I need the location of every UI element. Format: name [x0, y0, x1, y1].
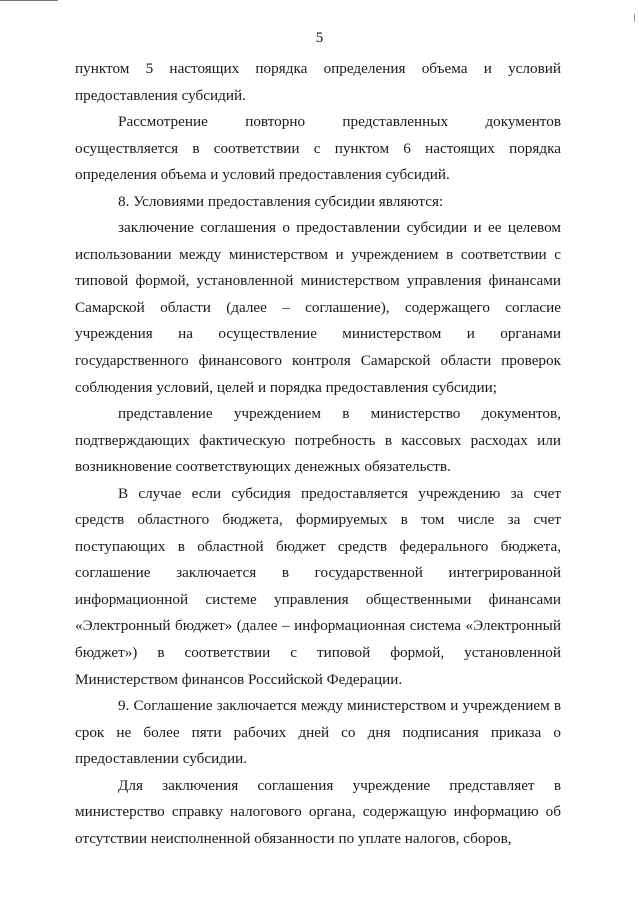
paragraph-tax-certificate: Для заключения соглашения учреждение представляет в министерство справку налогового органа, содержащую информацию об отсутствии неисполненной обязанности по уплате налогов, сборов,: [75, 776, 561, 847]
scan-edge-mark: [0, 0, 58, 1]
document-body: [75, 56, 561, 852]
page-number: 5: [315, 30, 324, 46]
paragraph-documents-condition: представление учреждением в министерство документов, подтверждающих фактическую потребность в кассовых расходах или возникновение соответствующих денежных обязательств.: [75, 405, 561, 476]
paragraph-continuation: пунктом 5 настоящих порядка определения объема и условий предоставления субсидий.: [75, 60, 561, 104]
paragraph-agreement-condition: заключение соглашения о предоставлении субсидии и ее целевом использовании между министерством и учреждением в соответствии с типовой формой, установленной министерством управления финансами Самарской области (далее – соглашение), содержащего согласие учреждения на осуществление министерством и органами государственного финансового контроля Самарской области проверок соблюдения условий, целей и порядка предоставления субсидии;: [75, 219, 561, 396]
paragraph-clause-8-heading: 8. Условиями предоставления субсидии являются:: [118, 192, 444, 210]
paragraph-electronic-budget: В случае если субсидия предоставляется учреждению за счет средств областного бюджета, формируемых в том числе за счет поступающих в областной бюджет средств федерального бюджета, соглашение заключается в государственной интегрированной информационной системе управления общественными финансами «Электронный бюджет» (далее – информационная система «Электронный бюджет») в соответствии с типовой формой, установленной Министерством финансов Российской Федерации.: [75, 484, 561, 688]
paragraph-resubmission-review: Рассмотрение повторно представленных документов осуществляется в соответствии с пунктом 6 настоящих порядка определения объема и условий предоставления субсидий.: [75, 113, 561, 184]
scan-edge-mark-right: [634, 14, 635, 22]
paragraph-clause-9: 9. Соглашение заключается между министерством и учреждением в срок не более пяти рабочих дней со дня подписания приказа о предоставлении субсидии.: [75, 697, 561, 768]
